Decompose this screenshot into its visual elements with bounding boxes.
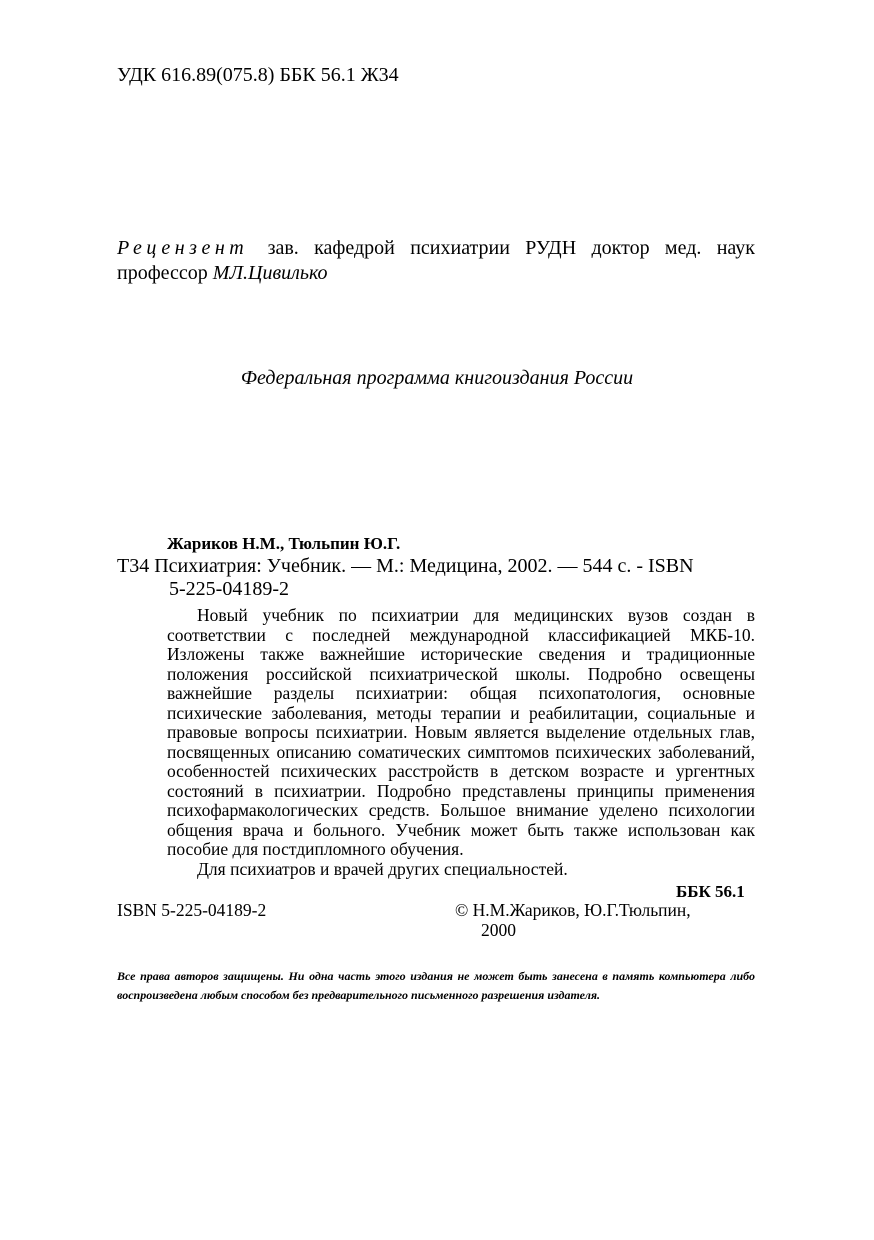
reviewer-label: Рецензент — [117, 237, 249, 259]
biblio-line-1: Т34 Психиатрия: Учебник. — М.: Медицина, 2002. — 544 с. - ISBN — [117, 555, 694, 577]
annotation — [167, 606, 755, 879]
udk-bbk-line: УДК 616.89(075.8) ББК 56.1 Ж34 — [117, 64, 399, 86]
copyright-year: 2000 — [481, 920, 516, 940]
reviewer-name: МЛ.Цивилько — [212, 262, 328, 284]
bbk-classification: ББК 56.1 — [676, 882, 745, 901]
bibliographic-record — [117, 555, 694, 601]
authors-heading: Жариков Н.М., Тюльпин Ю.Г. — [167, 534, 401, 553]
reviewer-block — [117, 236, 755, 286]
rights-notice: Все права авторов защищены. Ни одна часть этого издания не может быть занесена в память компьютера либо воспроизведена любым способом без предварительного письменного разрешения издателя. — [117, 969, 755, 1002]
isbn: ISBN 5-225-04189-2 — [117, 900, 267, 920]
reviewer-description: зав. кафедрой психиатрии РУДН доктор мед. наук профессор — [117, 237, 755, 284]
annotation-paragraph: Новый учебник по психиатрии для медицинских вузов создан в соответствии с последней международной классификацией МКБ-10. Изложены также важнейшие исторические сведения и традиционные положения российской психиатрической школы. Подробно освещены важнейшие разделы психиатрии: общая психопатология, основные психические заболевания, методы терапии и реабилитации, социальные и правовые вопросы психиатрии. Новым является выделение отдельных глав, посвященных описанию соматических симптомов психических заболеваний, особенностей психических расстройств в детском возрасте и ургентных состояний в психиатрии. Подробно представлены принципы применения психофармакологических средств. Большое внимание уделено психологии общения врача и больного. Учебник может быть также использован как пособие для постдипломного обучения. — [167, 605, 755, 859]
copyright-holders: © Н.М.Жариков, Ю.Г.Тюльпин, — [455, 900, 691, 920]
federal-program-line: Федеральная программа книгоиздания России — [240, 367, 634, 389]
biblio-line-2: 5-225-04189-2 — [169, 578, 289, 600]
copyright-notice — [455, 900, 730, 940]
annotation-audience: Для психиатров и врачей других специальностей. — [197, 858, 568, 879]
